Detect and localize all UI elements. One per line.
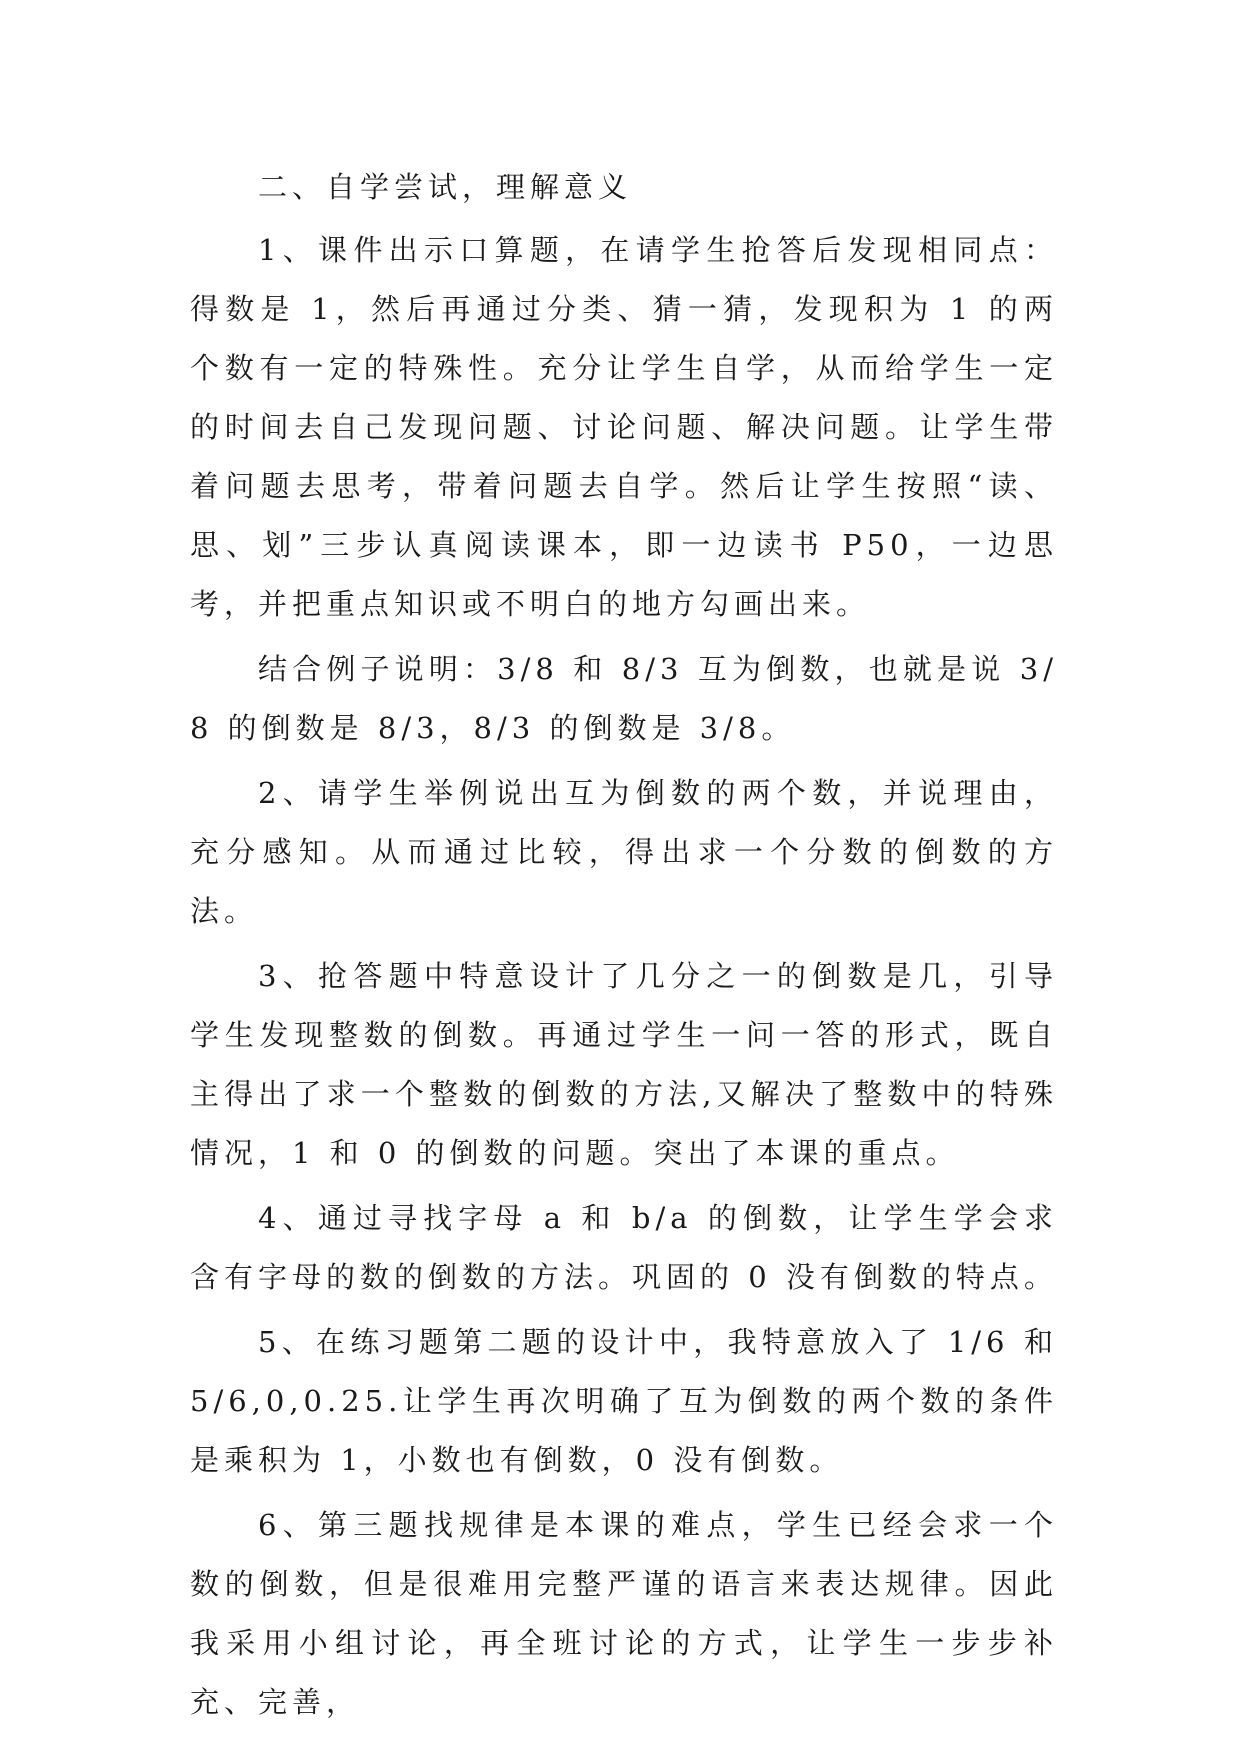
paragraph-5: 5、在练习题第二题的设计中，我特意放入了 1/6 和 5/6,0,0.25.让学生再次明确了互为倒数的两个数的条件是乘积为 1，小数也有倒数，0 没有倒数。	[190, 1325, 1058, 1477]
paragraph-6: 6、第三题找规律是本课的难点，学生已经会求一个数的倒数，但是很难用完整严谨的语言来表达规律。因此我采用小组讨论，再全班讨论的方式，让学生一步步补充、完善，	[190, 1508, 1058, 1719]
paragraph-3: 3、抢答题中特意设计了几分之一的倒数是几，引导学生发现整数的倒数。再通过学生一问一答的形式，既自主得出了求一个整数的倒数的方法,又解决了整数中的特殊情况，1 和 0 的倒数的问题。突出了本课的重点。	[190, 959, 1058, 1170]
document-body	[190, 158, 1058, 1738]
paragraph-2: 2、请学生举例说出互为倒数的两个数，并说理由，充分感知。从而通过比较，得出求一个分数的倒数的方法。	[190, 776, 1058, 928]
paragraph-1: 1、课件出示口算题，在请学生抢答后发现相同点：得数是 1，然后再通过分类、猜一猜，发现积为 1 的两个数有一定的特殊性。充分让学生自学，从而给学生一定的时间去自己发现问题、讨论问题、解决问题。让学生带着问题去思考，带着问题去自学。然后让学生按照“读、思、划”三步认真阅读课本，即一边读书 P50，一边思考，并把重点知识或不明白的地方勾画出来。	[190, 233, 1058, 621]
section-heading: 二、自学尝试，理解意义	[258, 170, 633, 204]
paragraph-example: 结合例子说明：3/8 和 8/3 互为倒数，也就是说 3/8 的倒数是 8/3，8/3 的倒数是 3/8。	[190, 652, 1058, 745]
paragraph-4: 4、通过寻找字母 a 和 b/a 的倒数，让学生学会求含有字母的数的倒数的方法。巩固的 0 没有倒数的特点。	[190, 1201, 1058, 1294]
